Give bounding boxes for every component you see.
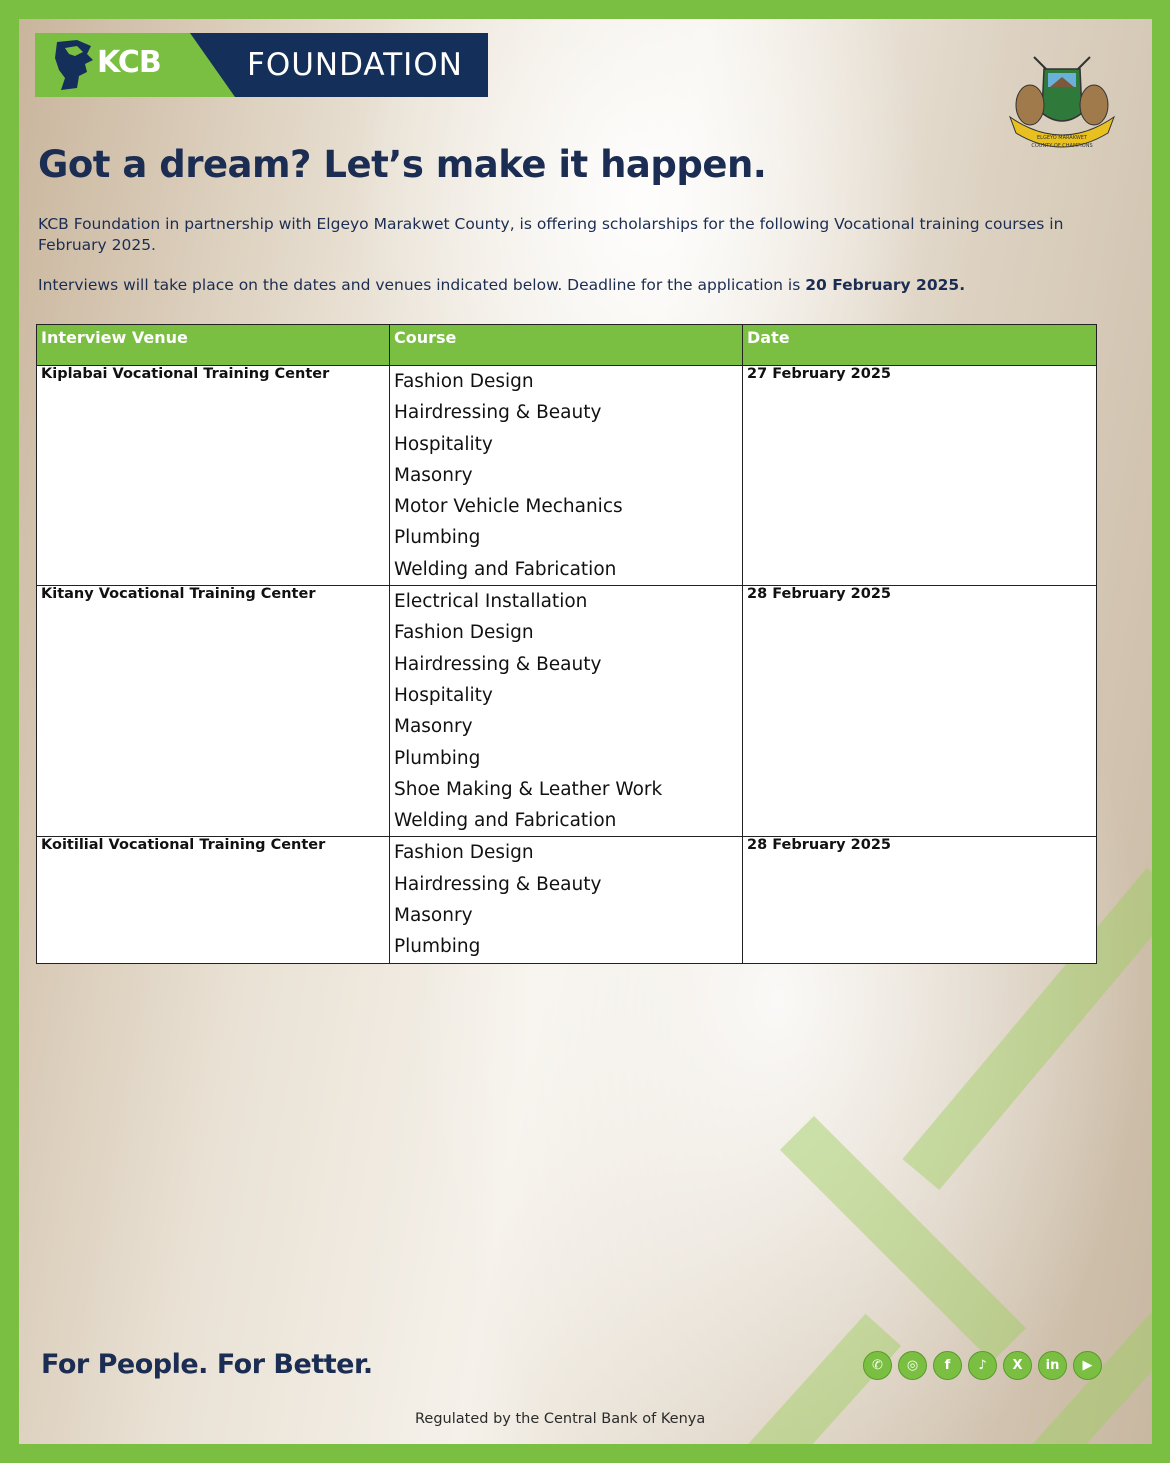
tagline: For People. For Better. xyxy=(41,1349,373,1380)
date-cell: 27 February 2025 xyxy=(743,366,1097,586)
svg-text:ELGEYO MARAKWET: ELGEYO MARAKWET xyxy=(1037,135,1087,141)
svg-text:COUNTY OF CHAMPIONS: COUNTY OF CHAMPIONS xyxy=(1031,143,1093,149)
course-cell xyxy=(390,586,743,837)
table-row xyxy=(37,366,1097,586)
course-item: Plumbing xyxy=(394,747,481,769)
date-cell: 28 February 2025 xyxy=(743,586,1097,837)
course-item: Welding and Fabrication xyxy=(394,810,617,832)
course-item: Welding and Fabrication xyxy=(394,558,617,580)
course-item: Hospitality xyxy=(394,433,493,455)
course-item: Shoe Making & Leather Work xyxy=(394,778,663,800)
course-item: Hairdressing & Beauty xyxy=(394,873,602,895)
county-crest-icon xyxy=(1004,53,1120,157)
intro-paragraph: KCB Foundation in partnership with Elgeyo Marakwet County, is offering scholarships for the following Vocational training courses in February 2025. xyxy=(38,215,1064,254)
whatsapp-icon[interactable]: ✆ xyxy=(863,1351,892,1380)
course-item: Fashion Design xyxy=(394,842,534,864)
course-item: Plumbing xyxy=(394,527,481,549)
venue-table xyxy=(36,324,1097,964)
course-item: Electrical Installation xyxy=(394,591,588,613)
venue-cell: Kitany Vocational Training Center xyxy=(37,586,390,837)
course-item: Fashion Design xyxy=(394,622,534,644)
deadline-date: 20 February 2025. xyxy=(805,276,966,294)
venue-cell: Koitilial Vocational Training Center xyxy=(37,837,390,963)
table-header-row xyxy=(37,325,1097,366)
tiktok-icon[interactable]: ♪ xyxy=(968,1351,997,1380)
course-item: Hairdressing & Beauty xyxy=(394,653,602,675)
kcb-foundation-logo xyxy=(35,33,488,97)
poster-panel xyxy=(19,19,1152,1444)
course-item: Masonry xyxy=(394,905,473,927)
course-cell xyxy=(390,837,743,963)
page-title: Got a dream? Let’s make it happen. xyxy=(38,143,767,186)
header-course: Course xyxy=(390,325,743,366)
regulation-footer: Regulated by the Central Bank of Kenya xyxy=(415,1411,706,1427)
course-item: Plumbing xyxy=(394,936,481,958)
linkedin-icon[interactable]: in xyxy=(1038,1351,1067,1380)
youtube-icon[interactable]: ▶ xyxy=(1073,1351,1102,1380)
venue-cell: Kiplabai Vocational Training Center xyxy=(37,366,390,586)
decorative-stripe xyxy=(780,1116,1026,1362)
notice-paragraph xyxy=(38,275,1098,296)
instagram-icon[interactable]: ◎ xyxy=(898,1351,927,1380)
course-item: Masonry xyxy=(394,464,473,486)
lion-icon xyxy=(51,38,97,92)
course-item: Fashion Design xyxy=(394,371,534,392)
course-cell xyxy=(390,366,743,586)
x-icon[interactable]: X xyxy=(1003,1351,1032,1380)
logo-brand: KCB xyxy=(97,45,161,80)
table-row xyxy=(37,837,1097,963)
table-row xyxy=(37,586,1097,837)
social-links xyxy=(863,1351,1102,1380)
facebook-icon[interactable]: f xyxy=(933,1351,962,1380)
date-cell: 28 February 2025 xyxy=(743,837,1097,963)
header-date: Date xyxy=(743,325,1097,366)
header-venue: Interview Venue xyxy=(37,325,390,366)
logo-foundation-text: FOUNDATION xyxy=(247,47,463,83)
course-item: Motor Vehicle Mechanics xyxy=(394,496,623,518)
course-item: Hairdressing & Beauty xyxy=(394,402,602,424)
course-item: Hospitality xyxy=(394,684,493,706)
notice-text: Interviews will take place on the dates and venues indicated below. Deadline for the application is xyxy=(38,276,801,294)
course-item: Masonry xyxy=(394,716,473,738)
